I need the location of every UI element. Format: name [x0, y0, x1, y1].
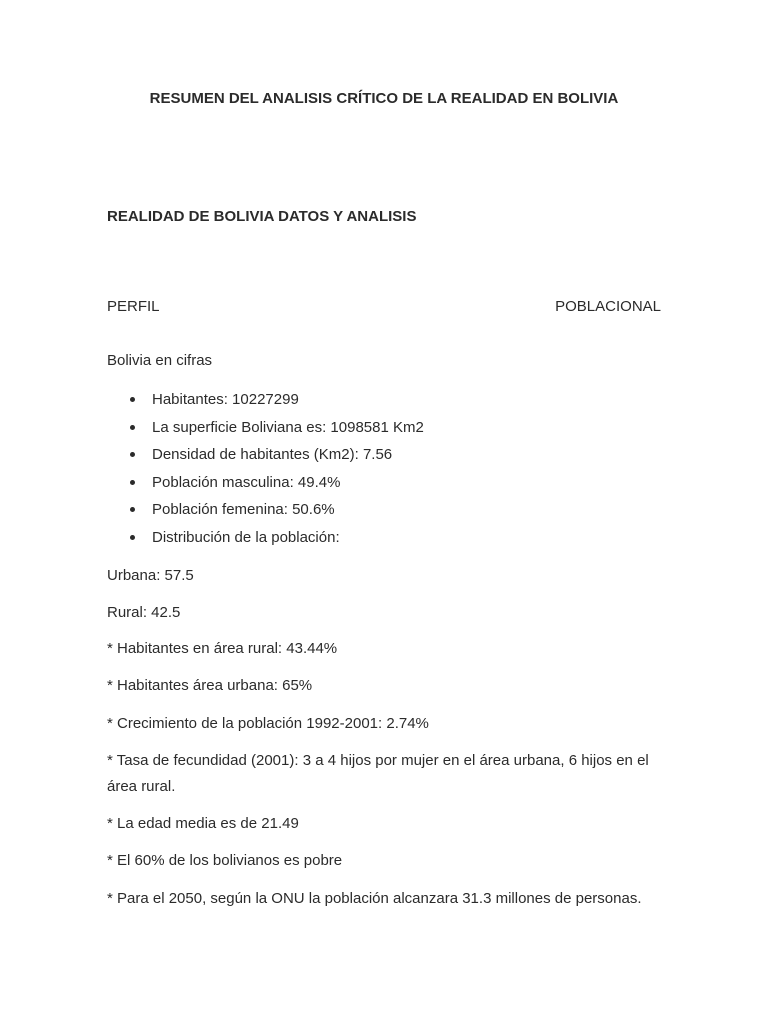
stat-line: * Para el 2050, según la ONU la población alcanzara 31.3 millones de personas.	[107, 890, 642, 907]
section-heading: REALIDAD DE BOLIVIA DATOS Y ANALISIS	[107, 208, 417, 225]
bullet-item	[107, 473, 424, 501]
perfil-poblacional-heading	[107, 298, 661, 315]
bullet-dot-icon	[130, 507, 135, 512]
urbana-value: Urbana: 57.5	[107, 567, 194, 584]
bullet-item	[107, 418, 424, 446]
stat-line: * Crecimiento de la población 1992-2001: 2.74%	[107, 715, 429, 732]
bullet-dot-icon	[130, 535, 135, 540]
bullet-text: Población femenina: 50.6%	[152, 501, 335, 519]
perfil-label: PERFIL	[107, 298, 160, 315]
poblacional-label: POBLACIONAL	[555, 298, 661, 315]
stat-line: * Habitantes área urbana: 65%	[107, 677, 313, 694]
stat-line: * Tasa de fecundidad (2001): 3 a 4 hijos por mujer en el área urbana, 6 hijos en el área rural.	[107, 752, 649, 795]
rural-value: Rural: 42.5	[107, 604, 181, 621]
bullet-text: La superficie Boliviana es: 1098581 Km2	[152, 418, 424, 436]
bullet-dot-icon	[130, 480, 135, 485]
bullet-dot-icon	[130, 397, 135, 402]
bullet-item	[107, 500, 424, 528]
bullet-dot-icon	[130, 452, 135, 457]
population-bullet-list	[107, 390, 424, 556]
bullet-dot-icon	[130, 425, 135, 430]
document-title: RESUMEN DEL ANALISIS CRÍTICO DE LA REALIDAD EN BOLIVIA	[149, 90, 619, 107]
bullet-text: Densidad de habitantes (Km2): 7.56	[152, 446, 393, 464]
bullet-text: Población masculina: 49.4%	[152, 473, 341, 491]
bullet-text: Habitantes: 10227299	[152, 391, 299, 408]
bullet-text: Distribución de la población:	[152, 528, 340, 546]
stat-line: * Habitantes en área rural: 43.44%	[107, 640, 338, 657]
bullet-item	[107, 528, 424, 556]
bullet-item	[107, 445, 424, 473]
bullet-item	[107, 390, 424, 418]
bolivia-en-cifras-label: Bolivia en cifras	[107, 352, 213, 369]
stat-line: * La edad media es de 21.49	[107, 815, 299, 832]
stat-line: * El 60% de los bolivianos es pobre	[107, 852, 343, 869]
